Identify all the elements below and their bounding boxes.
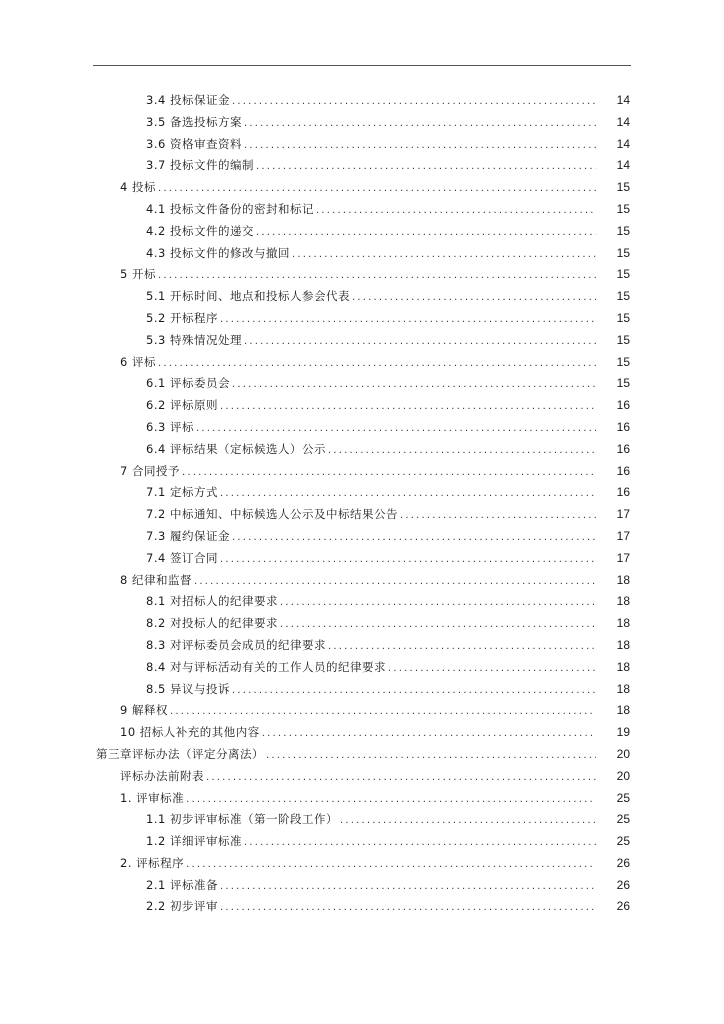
toc-dot-leader [220,876,596,898]
toc-entry-page: 16 [616,485,630,500]
toc-entry-page: 15 [616,201,630,216]
toc-entry-title: 5 开标 [120,267,156,282]
toc-entry-title: 5.1 开标时间、地点和投标人参会代表 [146,289,350,304]
toc-dot-leader [220,549,596,571]
toc-entry[interactable] [0,90,724,112]
toc-entry-title: 3.4 投标保证金 [146,93,230,107]
toc-dot-leader [158,265,596,287]
toc-entry[interactable] [0,679,724,701]
toc-entry-page: 14 [616,136,630,151]
toc-entry-page: 18 [616,572,630,587]
toc-entry-page: 15 [616,245,630,260]
toc-entry-title: 8.2 对投标人的纪律要求 [146,616,278,631]
toc-entry-title: 4.3 投标文件的修改与撤回 [146,245,290,260]
toc-dot-leader [194,571,596,593]
toc-entry-title: 4.2 投标文件的递交 [146,223,254,238]
toc-entry[interactable] [0,395,724,417]
toc-dot-leader [256,156,596,178]
toc-entry-title: 8.3 对评标委员会成员的纪律要求 [146,637,326,652]
toc-entry[interactable] [0,635,724,657]
toc-entry-title: 6 评标 [120,354,156,369]
toc-entry-title: 6.3 评标 [146,419,194,434]
toc-entry-page: 15 [616,289,630,304]
toc-entry-title: 2.2 初步评审 [146,899,218,914]
toc-dot-leader [220,396,596,418]
toc-entry[interactable] [0,330,724,352]
toc-entry[interactable] [0,112,724,134]
header-rule [93,65,631,66]
toc-dot-leader [220,483,596,505]
toc-entry[interactable] [0,853,724,875]
toc-entry[interactable] [0,526,724,548]
toc-entry-page: 17 [616,507,630,522]
toc-entry[interactable] [0,461,724,483]
toc-dot-leader [292,244,596,266]
toc-entry-title: 8.4 对与评标活动有关的工作人员的纪律要求 [146,659,386,674]
toc-entry-title: 3.5 备选投标方案 [146,114,242,129]
toc-entry[interactable] [0,788,724,810]
toc-entry[interactable] [0,722,724,744]
toc-dot-leader [316,200,596,222]
toc-entry[interactable] [0,417,724,439]
toc-entry[interactable] [0,831,724,853]
toc-entry[interactable] [0,744,724,766]
toc-entry[interactable] [0,243,724,265]
toc-dot-leader [206,767,596,789]
toc-entry-page: 15 [616,310,630,325]
toc-entry-title: 8.5 异议与投诉 [146,681,230,696]
toc-entry-title: 7.2 中标通知、中标候选人公示及中标结果公告 [146,507,398,522]
toc-dot-leader [186,854,596,876]
toc-entry-page: 18 [616,659,630,674]
toc-entry-title: 9 解释权 [120,703,168,718]
toc-dot-leader [232,527,596,549]
toc-entry-title: 7.3 履约保证金 [146,528,230,543]
toc-entry[interactable] [0,700,724,722]
toc-entry-title: 3.7 投标文件的编制 [146,158,254,173]
toc-entry[interactable] [0,134,724,156]
toc-entry-title: 1. 评审标准 [120,790,185,805]
toc-entry-page: 15 [616,376,630,391]
toc-entry-page: 15 [616,354,630,369]
toc-entry-title: 1.2 详细评审标准 [146,834,242,849]
toc-dot-leader [388,658,596,680]
toc-dot-leader [244,331,596,353]
toc-dot-leader [232,374,596,396]
toc-entry-page: 17 [616,528,630,543]
toc-dot-leader [328,636,596,658]
toc-entry[interactable] [0,373,724,395]
toc-dot-leader [400,505,596,527]
toc-entry-page: 17 [616,550,630,565]
toc-entry[interactable] [0,809,724,831]
toc-entry-page: 18 [616,616,630,631]
toc-dot-leader [352,287,596,309]
toc-dot-leader [158,178,596,200]
toc-entry-page: 16 [616,419,630,434]
toc-dot-leader [328,440,596,462]
toc-entry-page: 15 [616,332,630,347]
toc-entry-page: 16 [616,463,630,478]
toc-entry[interactable] [0,199,724,221]
toc-entry-page: 16 [616,441,630,456]
toc-entry-title: 8.1 对招标人的纪律要求 [146,594,278,609]
toc-dot-leader [256,222,596,244]
toc-entry-title: 7.1 定标方式 [146,485,218,500]
toc-dot-leader [266,745,596,767]
toc-dot-leader [244,832,596,854]
toc-entry-title: 6.1 评标委员会 [146,376,230,391]
toc-entry-title: 5.2 开标程序 [146,310,218,325]
toc-entry-page: 18 [616,637,630,652]
toc-entry-page: 25 [616,834,630,849]
toc-entry-title: 5.3 特殊情况处理 [146,332,242,347]
toc-entry-page: 14 [616,93,630,107]
toc-dot-leader [232,680,596,702]
toc-entry-page: 15 [616,180,630,195]
toc-dot-leader [280,614,596,636]
toc-entry-page: 26 [616,877,630,892]
toc-entry[interactable] [0,548,724,570]
toc-entry-page: 18 [616,681,630,696]
toc-entry[interactable] [0,657,724,679]
toc-entry[interactable] [0,286,724,308]
toc-entry[interactable] [0,570,724,592]
toc-entry-title: 8 纪律和监督 [120,572,192,587]
toc-entry-title: 6.2 评标原则 [146,398,218,413]
toc-entry[interactable] [0,875,724,897]
toc-entry-title: 3.6 资格审查资料 [146,136,242,151]
toc-dot-leader [170,701,596,723]
toc-entry-page: 15 [616,223,630,238]
toc-entry[interactable] [0,766,724,788]
toc-entry[interactable] [0,177,724,199]
toc-dot-leader [262,723,596,745]
toc-entry-page: 14 [616,158,630,173]
toc-dot-leader [232,91,596,113]
toc-entry-page: 26 [616,899,630,914]
toc-entry-title: 第三章评标办法（评定分离法） [96,746,264,761]
toc-dot-leader [186,789,596,811]
toc-entry[interactable] [0,308,724,330]
toc-dot-leader [244,135,596,157]
toc-entry-page: 20 [616,768,630,783]
toc-entry-page: 19 [616,725,630,740]
toc-entry[interactable] [0,352,724,374]
toc-entry[interactable] [0,613,724,635]
toc-entry-title: 7.4 签订合同 [146,550,218,565]
toc-entry-title: 评标办法前附表 [120,768,204,783]
toc-entry-title: 4.1 投标文件备份的密封和标记 [146,201,314,216]
toc-entry-page: 25 [616,790,630,805]
toc-entry-title: 10 招标人补充的其他内容 [120,725,260,740]
toc-entry[interactable] [0,439,724,461]
toc-dot-leader [244,113,596,135]
toc-dot-leader [182,462,596,484]
toc-dot-leader [340,810,596,832]
toc-entry-page: 18 [616,703,630,718]
toc-entry-title: 2.1 评标准备 [146,877,218,892]
toc-entry[interactable] [0,591,724,613]
toc-entry-page: 18 [616,594,630,609]
toc-entry-page: 15 [616,267,630,282]
toc-entry[interactable] [0,504,724,526]
toc-entry-title: 6.4 评标结果（定标候选人）公示 [146,441,326,456]
table-of-contents [0,90,724,918]
toc-entry-page: 26 [616,855,630,870]
toc-dot-leader [280,592,596,614]
toc-dot-leader [220,309,596,331]
toc-dot-leader [196,418,596,440]
toc-entry-title: 1.1 初步评审标准（第一阶段工作） [146,812,338,827]
toc-dot-leader [220,897,596,919]
toc-dot-leader [158,353,596,375]
toc-entry[interactable] [0,482,724,504]
toc-entry[interactable] [0,264,724,286]
toc-entry-page: 25 [616,812,630,827]
toc-entry-title: 4 投标 [120,180,156,195]
toc-entry-title: 7 合同授予 [120,463,180,478]
toc-entry[interactable] [0,155,724,177]
toc-entry-page: 20 [616,746,630,761]
toc-entry[interactable] [0,221,724,243]
toc-entry-page: 16 [616,398,630,413]
toc-entry-page: 14 [616,114,630,129]
toc-entry[interactable] [0,896,724,918]
toc-entry-title: 2. 评标程序 [120,855,185,870]
